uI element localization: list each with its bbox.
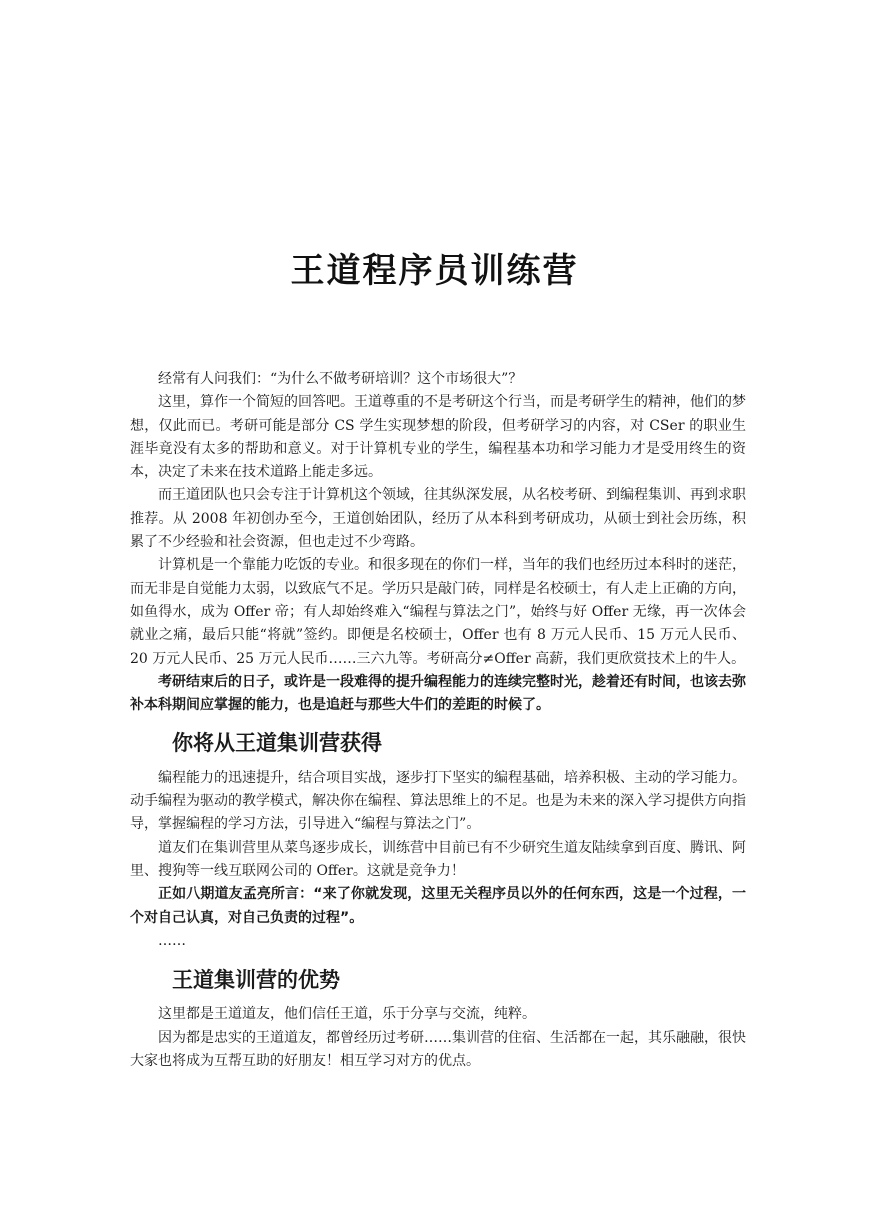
document-body <box>130 368 746 1073</box>
section-heading-gains: 你将从王道集训营获得 <box>172 731 382 756</box>
gains-paragraph-2: 道友们在集训营里从菜鸟逐步成长，训练营中目前已有不少研究生道友陆续拿到百度、腾讯、阿里、搜狗等一线互联网公司的 Offer。这就是竞争力！ <box>130 839 746 879</box>
intro-paragraph-3: 而王道团队也只会专注于计算机这个领域，往其纵深发展，从名校考研、到编程集训、再到求职推荐。从 2008 年初创办至今，王道创始团队，经历了从本科到考研成功，从硕士到社会历练，积累了不少经验和社会资源，但也走过不少弯路。 <box>130 487 746 551</box>
intro-paragraph-1: 经常有人问我们：“为什么不做考研培训？这个市场很大”？ <box>158 371 523 387</box>
advantages-paragraph-2: 因为都是忠实的王道道友，都曾经历过考研……集训营的住宿、生活都在一起，其乐融融，很快大家也将成为互帮互助的好朋友！相互学习对方的优点。 <box>130 1029 746 1070</box>
section-heading-advantages: 王道集训营的优势 <box>172 968 340 993</box>
gains-paragraph-1: 编程能力的迅速提升，结合项目实战，逐步打下坚实的编程基础，培养积极、主动的学习能力。动手编程为驱动的教学模式，解决你在编程、算法思维上的不足。也是为未来的深入学习提供方向指导，掌握编程的学习方法，引导进入“编程与算法之门”。 <box>130 769 746 833</box>
gains-paragraph-3: 正如八期道友孟亮所言：“来了你就发现，这里无关程序员以外的任何东西，这是一个过程，一个对自己认真，对自己负责的过程”。 <box>130 886 746 926</box>
intro-paragraph-2: 这里，算作一个简短的回答吧。王道尊重的不是考研这个行当，而是考研学生的精神，他们的梦想，仅此而已。考研可能是部分 CS 学生实现梦想的阶段，但考研学习的内容，对 CSer 的职业生涯毕竟没有太多的帮助和意义。对于计算机专业的学生，编程基本功和学习能力才是受用终生的资本，决定了未来在技术道路上能走多远。 <box>130 394 746 481</box>
gains-ellipsis: …… <box>158 932 186 949</box>
advantages-paragraph-1: 这里都是王道道友，他们信任王道，乐于分享与交流，纯粹。 <box>158 1006 536 1023</box>
intro-paragraph-5: 考研结束后的日子，或许是一段难得的提升编程能力的连续完整时光，趁着还有时间，也该去弥补本科期间应掌握的能力，也是追赶与那些大牛们的差距的时候了。 <box>130 673 746 714</box>
intro-paragraph-4: 计算机是一个靠能力吃饭的专业。和很多现在的你们一样，当年的我们也经历过本科时的迷茫，而无非是自觉能力太弱，以致底气不足。学历只是敲门砖，同样是名校硕士，有人走上正确的方向，如鱼得水，成为 Offer 帝；有人却始终难入“编程与算法之门”，始终与好 Offer 无缘，再一次体会就业之痛，最后只能“将就”签约。即便是名校硕士，Offer 也有 8 万元人民币、15 万元人民币、20 万元人民币、25 万元人民币……三六九等。考研高分≠Offer 高薪，我们更欣赏技术上的牛人。 <box>130 557 746 667</box>
page-title: 王道程序员训练营 <box>290 251 579 291</box>
